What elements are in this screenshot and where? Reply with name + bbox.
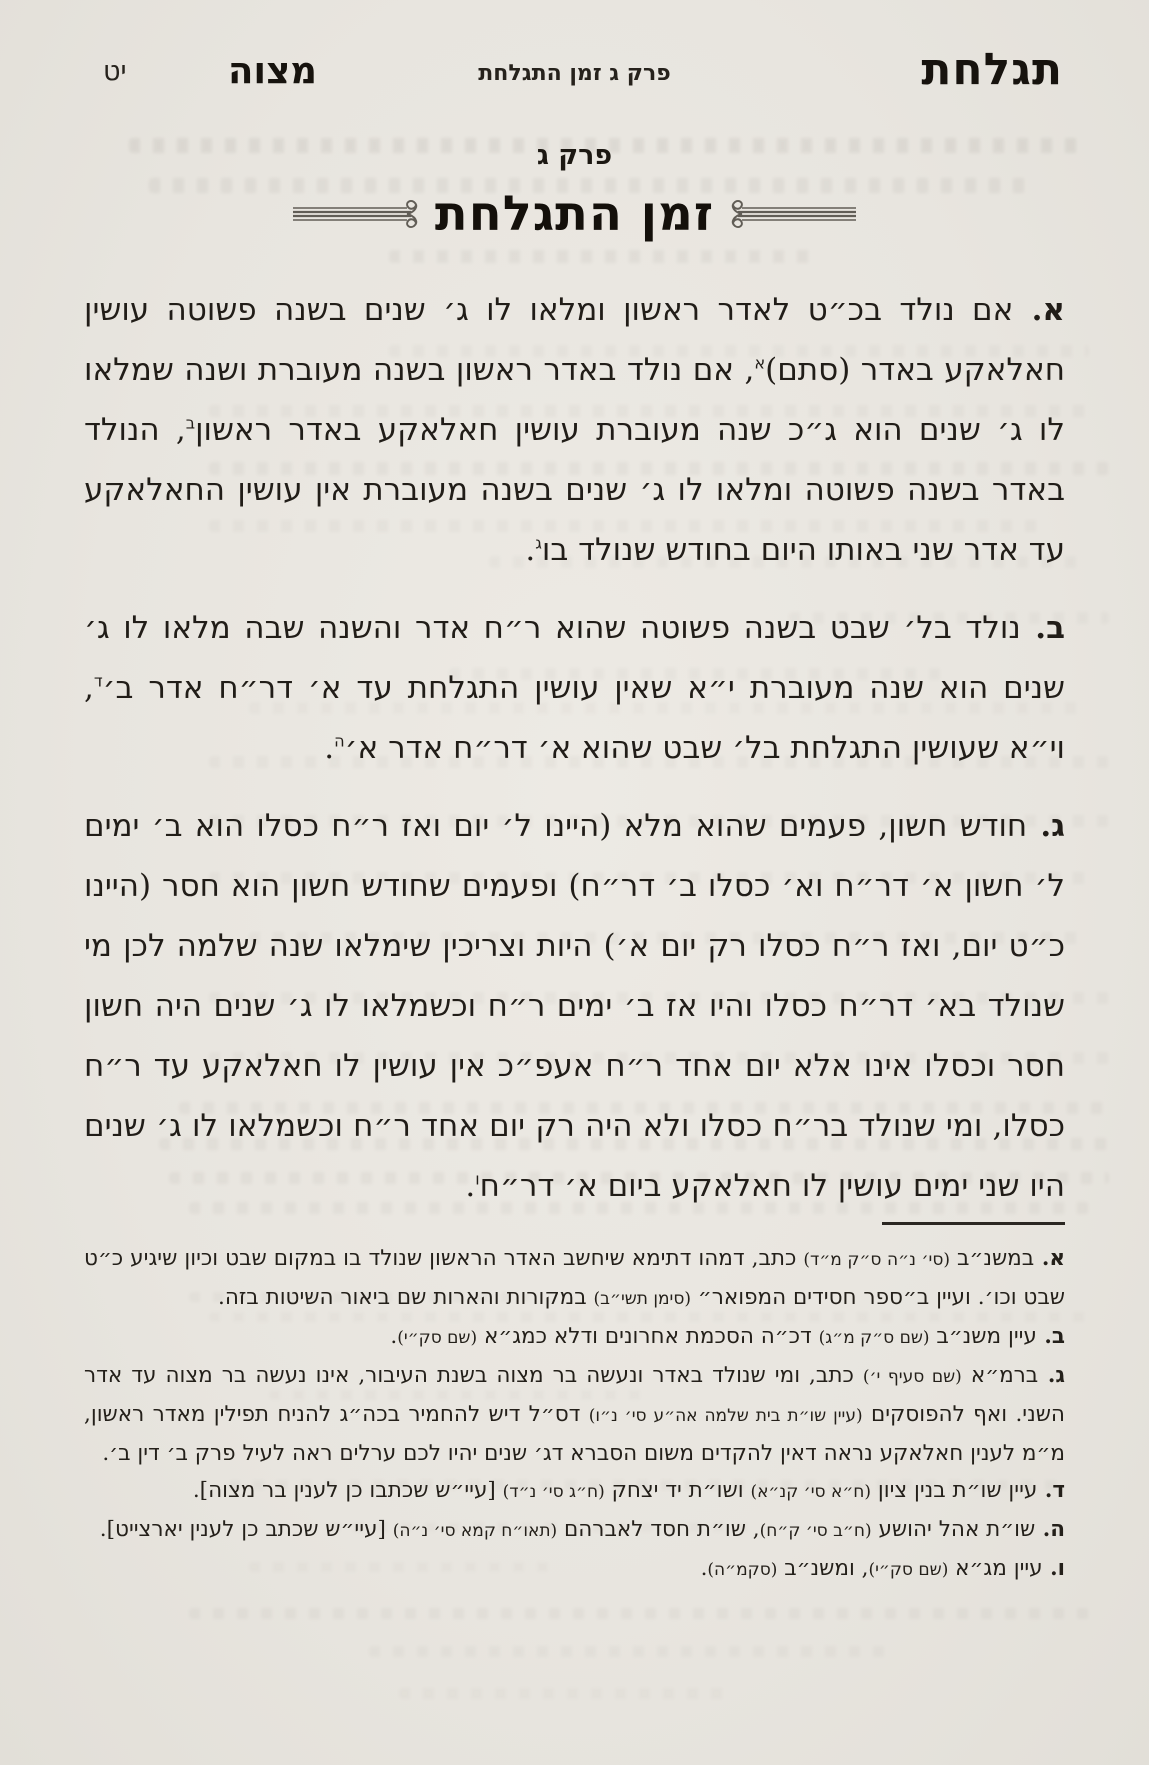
page-title: זמן התגלחת — [434, 186, 715, 242]
footnote-marker: ה. — [1035, 1517, 1065, 1542]
body-paragraph-marker: ג. — [1027, 808, 1066, 844]
running-header — [0, 0, 1149, 120]
chapter-kicker: פרק ג — [536, 140, 613, 171]
footnote — [84, 1550, 1065, 1589]
text-segment: כתב, דמהו דתימא שיחשב האדר הראשון שנולד בו במקום שבט וכיון שיגיע כ״ט שבט וכו׳. ועיין ב״ספר חסידים המפואר״ — [84, 1246, 1065, 1310]
text-segment: (עיין שו״ת בית שלמה אה״ע סי׳ נ״ו) — [588, 1406, 863, 1426]
text-segment: (סי׳ נ״ה ס״ק מ״ד) — [803, 1250, 951, 1270]
header-left-title: מצוה — [228, 48, 318, 92]
footnote-ref: ו — [475, 1169, 480, 1189]
footnote-marker: ב. — [1036, 1324, 1065, 1349]
footnote-ref: ד — [93, 671, 103, 691]
text-segment: . — [525, 532, 536, 568]
text-segment: במשנ״ב — [950, 1246, 1035, 1271]
text-segment: עיין מג״א — [948, 1556, 1043, 1581]
body-paragraph — [84, 796, 1065, 1216]
footnote — [84, 1511, 1065, 1550]
body-paragraph — [84, 280, 1065, 580]
header-right-title: תגלחת — [921, 44, 1063, 95]
footnote-marker: ג. — [1038, 1363, 1066, 1388]
text-segment: , שו״ת חסד לאברהם — [557, 1517, 760, 1542]
bleed-through-smudge — [189, 1608, 1089, 1619]
text-segment: . — [390, 1324, 398, 1349]
text-segment: ברמ״א — [961, 1363, 1039, 1388]
text-segment: אם נולד בכ״ט לאדר ראשון ומלאו לו ג׳ שנים בשנה פשוטה עושין חאלאקע באדר (סתם) — [84, 292, 1065, 388]
footnote-marker: א. — [1034, 1246, 1066, 1271]
text-segment: [עיי״ש שכתבו כן לענין בר מצוה]. — [192, 1478, 503, 1503]
text-segment: ושו״ת יד יצחק — [604, 1478, 751, 1503]
title-ornament-right-icon — [728, 194, 856, 234]
text-segment: . — [700, 1556, 708, 1581]
body-text — [84, 280, 1065, 1216]
footnotes-block — [84, 1240, 1065, 1589]
text-segment: (ח״ג סי׳ נ״ד) — [502, 1482, 605, 1502]
footnote-ref: א — [754, 353, 766, 373]
footnote-divider — [882, 1222, 1065, 1225]
page-number: יט — [103, 56, 127, 87]
text-segment: , וי״א שעושין התגלחת בל׳ שבט שהוא א׳ דר״ח אדר א׳ — [84, 670, 1065, 766]
footnote-ref: ג — [535, 533, 542, 553]
text-segment: (שם סק״י) — [397, 1328, 478, 1348]
text-segment: חודש חשון, פעמים שהוא מלא (היינו ל׳ יום ואז ר״ח כסלו הוא ב׳ ימים ל׳ חשון א׳ דר״ח וא׳ כסלו ב׳ דר״ח) ופעמים שחודש חשון הוא חסר (היינו כ״ט יום, ואז ר״ח כסלו רק יום א׳) היות וצריכין שימלאו שנה שלמה לכן מי שנולד בא׳ דר״ח כסלו והיו אז ב׳ ימים ר״ח וכשמלאו לו ג׳ שנים היה חשון חסר וכסלו אינו אלא יום אחד ר״ח אעפ״כ אין עושין לו חאלאקע עד ר״ח כסלו, ומי שנולד בר״ח כסלו ולא היה רק יום אחד ר״ח וכשמלאו לו ג׳ שנים היו שני ימים עושין לו חאלאקע ביום א׳ דר״ח — [84, 808, 1065, 1204]
text-segment: . — [324, 730, 335, 766]
text-segment: נולד בל׳ שבט בשנה פשוטה שהוא ר״ח אדר והשנה שבה מלאו לו ג׳ שנים הוא שנה מעוברת י״א שאין עושין התגלחת עד א׳ דר״ח אדר ב׳ — [84, 610, 1065, 706]
footnote-marker: ו. — [1042, 1556, 1065, 1581]
body-paragraph-marker: א. — [1013, 292, 1065, 328]
text-segment: במקורות והארות שם ביאור השיטות בזה. — [217, 1285, 594, 1310]
footnote — [84, 1357, 1065, 1472]
text-segment: כתב, ומי שנולד באדר ונעשה בר מצוה בשנת העיבור, אינו נעשה בר מצוה עד אדר השני. ואף להפוסקים — [84, 1363, 1065, 1427]
bleed-through-smudge — [399, 1688, 729, 1699]
text-segment: (שם סק״י) — [868, 1560, 949, 1580]
footnote-ref: ה — [334, 731, 345, 751]
body-paragraph — [84, 598, 1065, 778]
text-segment: . — [465, 1168, 476, 1204]
text-segment: (סימן תשי״ב) — [593, 1289, 692, 1309]
text-segment: (שם ס״ק מ״ג) — [818, 1328, 930, 1348]
text-segment: (ח״ב סי׳ ק״ח) — [759, 1521, 872, 1541]
text-segment: , אם נולד באדר ראשון בשנה מעוברת ושנה שמלאו לו ג׳ שנים הוא ג״כ שנה מעוברת עושין חאלאקע באדר ראשון — [84, 352, 1065, 448]
text-segment: , ומשנ״ב — [777, 1556, 869, 1581]
footnote — [84, 1240, 1065, 1318]
text-segment: (ח״א סי׳ קנ״א) — [750, 1482, 872, 1502]
footnote-marker: ד. — [1037, 1478, 1065, 1503]
text-segment: עיין שו״ת בנין ציון — [871, 1478, 1038, 1503]
footnote-ref: ב — [185, 413, 196, 433]
footnote — [84, 1472, 1065, 1511]
title-ornament-left-icon — [293, 194, 421, 234]
text-segment: (שם סעיף י׳) — [862, 1367, 962, 1387]
text-segment: שו״ת אהל יהושע — [871, 1517, 1036, 1542]
text-segment: [עיי״ש שכתב כן לענין יארצייט]. — [99, 1517, 393, 1542]
text-segment: דס״ל דיש להחמיר בכה״ג להניח תפילין מאדר ראשון, מ״מ לענין חאלאקע נראה דאין להקדים משום הסברא דג׳ שנים יהיו לכם ערלים ראה לעיל פרק ב׳ דין ב׳. — [84, 1402, 1065, 1466]
body-paragraph-marker: ב. — [1020, 610, 1065, 646]
bleed-through-smudge — [389, 250, 819, 263]
text-segment: דכ״ה הסכמת אחרונים ודלא כמג״א — [477, 1324, 819, 1349]
text-segment: (סקמ״ה) — [707, 1560, 778, 1580]
text-segment: (תאו״ח קמא סי׳ נ״ה) — [392, 1521, 558, 1541]
footnote — [84, 1318, 1065, 1357]
chapter-title-row — [0, 186, 1149, 242]
header-center-text: פרק ג זמן התגלחת — [478, 60, 671, 86]
bleed-through-smudge — [369, 1646, 889, 1657]
text-segment: עיין משנ״ב — [929, 1324, 1037, 1349]
text-segment: , הנולד באדר בשנה פשוטה ומלאו לו ג׳ שנים בשנה מעוברת אין עושין החאלאקע עד אדר שני באותו היום בחודש שנולד בו — [84, 412, 1065, 568]
